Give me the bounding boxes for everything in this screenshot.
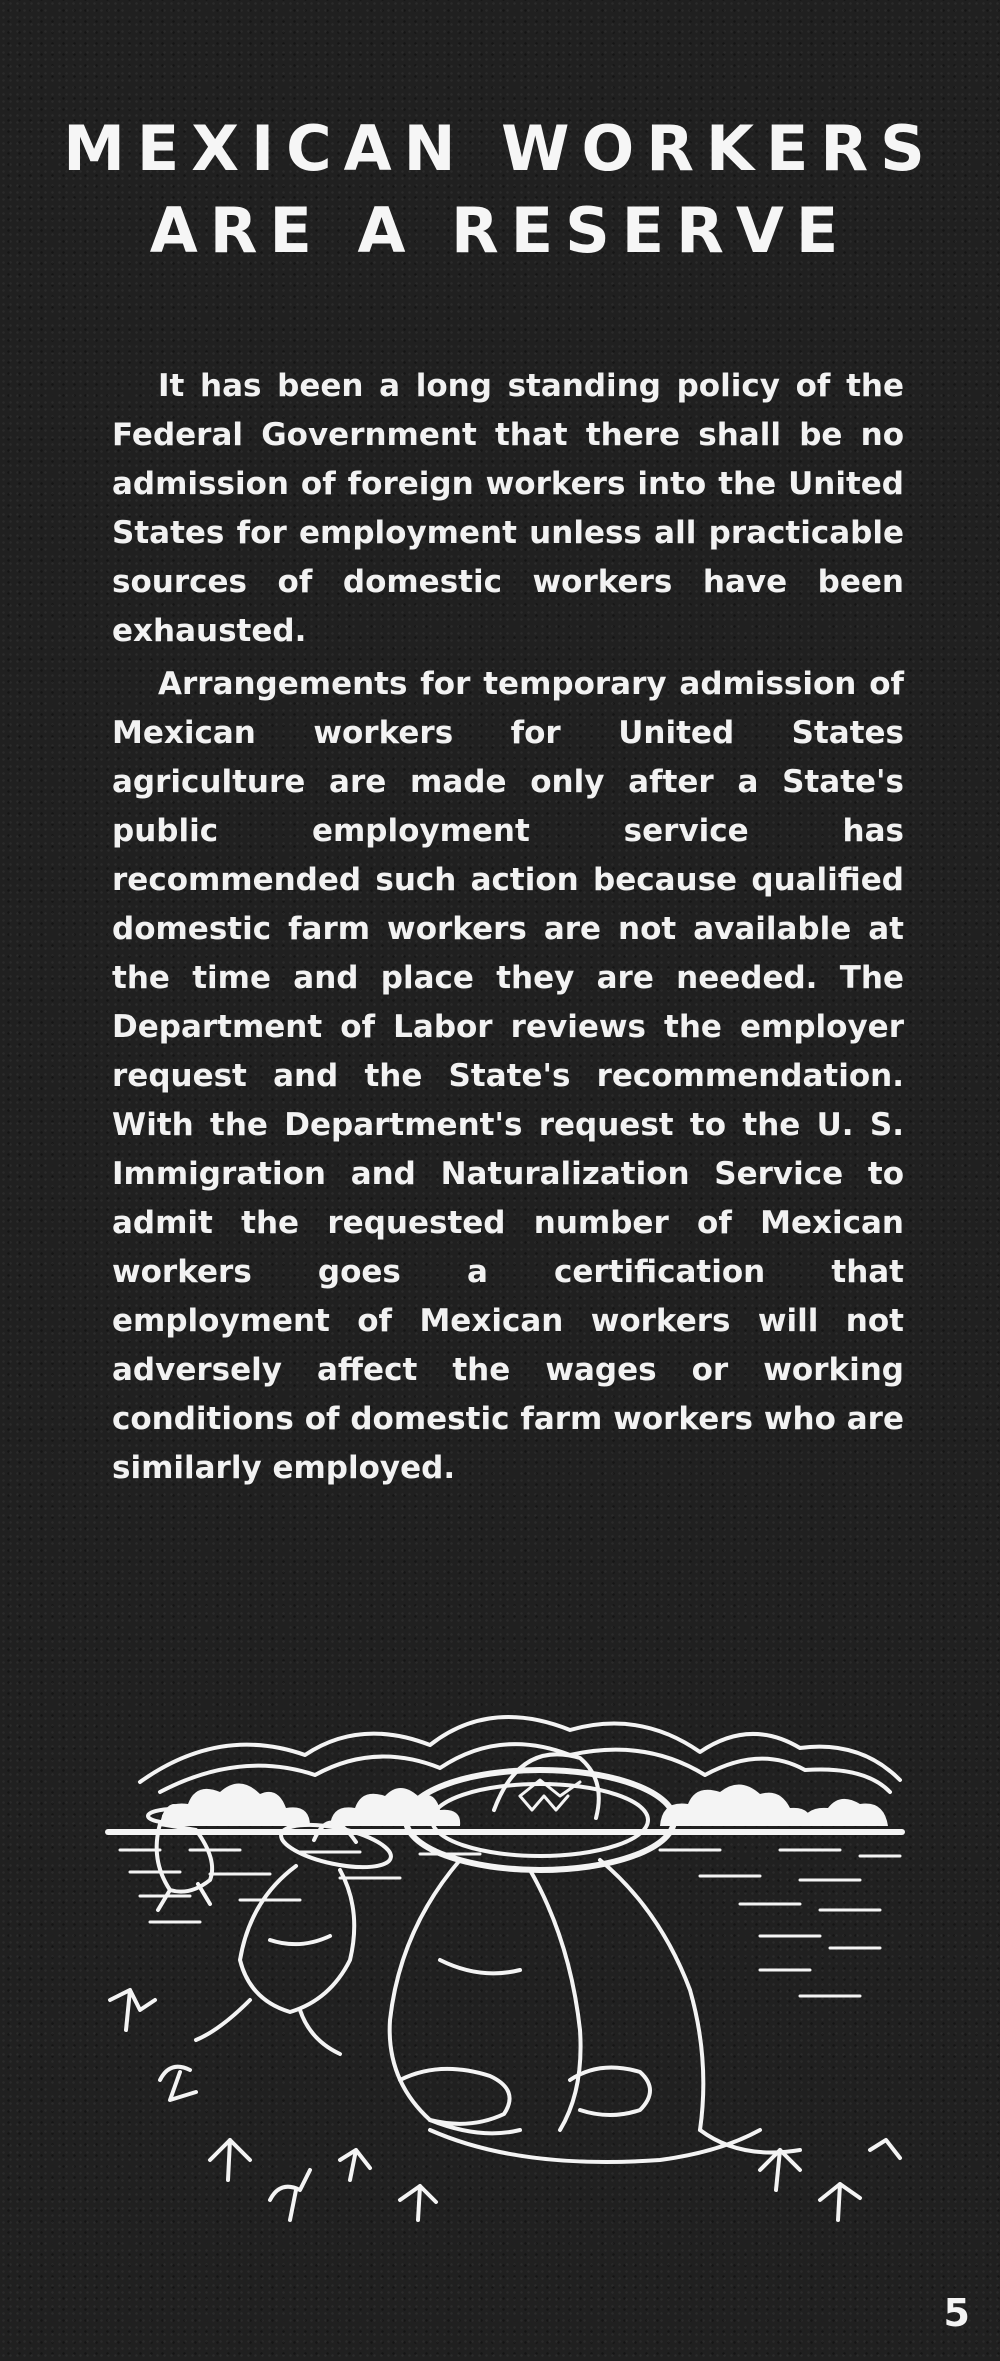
farm-workers-illustration [100,1700,910,2270]
page-title-line-1: MEXICAN WORKERS [63,112,937,185]
paragraph-policy: It has been a long standing policy of the Federal Government that there shall be no admission of foreign workers into the United States for employment unless all practicable sources of domestic workers have been exhausted. [112,368,904,649]
paragraph-arrangements: Arrangements for temporary admission of Mexican workers for United States agriculture are made only after a State's public employment service has recommended such action because qualified domestic farm workers are not available at the time and place they are needed. The Department of Labor reviews the employer request and the State's recommendation. With the Department's request to the U. S. Immigration and Naturalization Service to admit the requested number of Mexican workers goes a certification that employment of Mexican workers will not adversely affect the wages or working conditions of domestic farm workers who are similarly employed. [112,666,904,1486]
clouds [160,1783,888,1826]
mountains [140,1717,900,1792]
page-title-line-2: ARE A RESERVE [149,194,851,267]
crop-plants [110,1990,900,2220]
field-rows [120,1850,900,1996]
page-number: 5 [943,2291,970,2335]
body-text [112,362,904,1497]
middle-worker [196,1817,395,2054]
